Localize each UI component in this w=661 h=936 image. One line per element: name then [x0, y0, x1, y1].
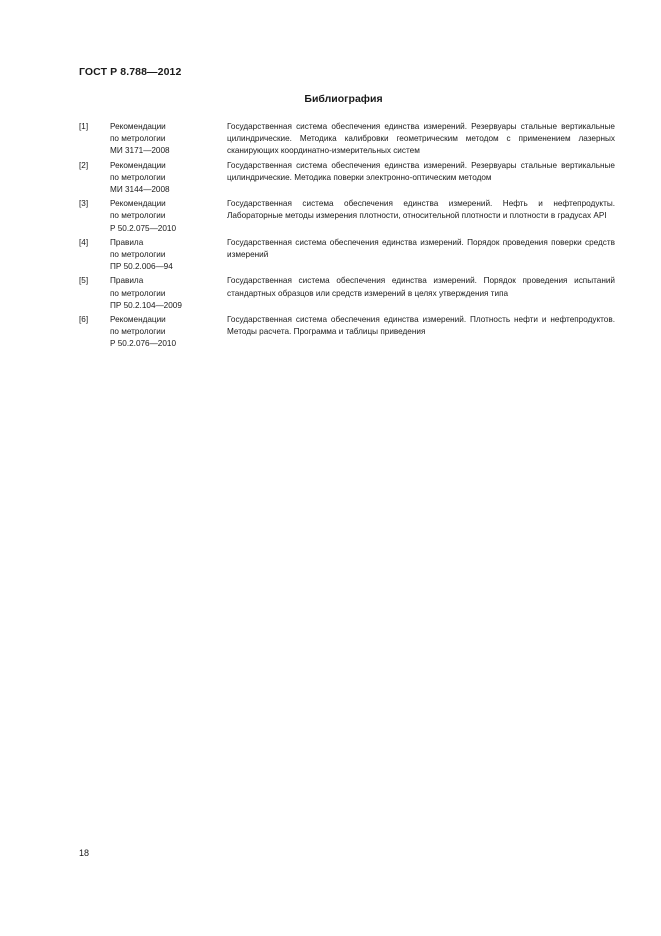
source-line: Р 50.2.075—2010: [110, 223, 177, 233]
entry-number: [2]: [79, 160, 89, 170]
entry-number: [3]: [79, 199, 89, 209]
source-line: Рекомендации: [110, 199, 166, 209]
entry-title: Государственная система обеспечения единства измерений. Порядок проведения испытаний стандартных образцов или средств измерений в целях утверждения типа: [227, 276, 615, 298]
source-line: по метрологии: [110, 134, 166, 144]
entry-title: Государственная система обеспечения единства измерений. Резервуары стальные вертикальные цилиндрические. Методика калибровки геометрическим методом с применением лазерных сканирующих координатно-измерительных систем: [227, 122, 615, 156]
source-line: Рекомендации: [110, 122, 166, 131]
source-line: МИ 3144—2008: [110, 185, 170, 195]
entry-number: [5]: [79, 276, 89, 286]
bibliography-entry: [79, 198, 615, 235]
entry-source: [110, 121, 227, 158]
source-line: ПР 50.2.104—2009: [110, 300, 182, 310]
entry-title: Государственная система обеспечения единства измерений. Плотность нефти и нефтепродуктов. Методы расчета. Программа и таблицы приведения: [227, 315, 615, 337]
entry-source: [110, 198, 227, 235]
entry-title: Государственная система обеспечения единства измерений. Резервуары стальные вертикальные цилиндрические. Методика поверки электронно-оптическим методом: [227, 160, 615, 182]
source-line: МИ 3171—2008: [110, 146, 170, 156]
entry-number: [1]: [79, 122, 89, 131]
bibliography-list: [79, 121, 615, 353]
entry-source: [110, 237, 227, 274]
bibliography-entry: [79, 237, 615, 274]
bibliography-entry: [79, 121, 615, 158]
source-line: по метрологии: [110, 250, 166, 260]
source-line: Р 50.2.076—2010: [110, 339, 177, 349]
source-line: ПР 50.2.006—94: [110, 262, 173, 272]
source-line: по метрологии: [110, 327, 166, 337]
source-line: по метрологии: [110, 211, 166, 221]
bibliography-entry: [79, 314, 615, 351]
source-line: по метрологии: [110, 288, 166, 298]
entry-title: Государственная система обеспечения единства измерений. Порядок проведения поверки средств измерений: [227, 237, 615, 260]
bibliography-entry: [79, 275, 615, 312]
source-line: Рекомендации: [110, 315, 166, 325]
entry-source: [110, 275, 227, 312]
page-number: 18: [79, 848, 90, 858]
entry-source: [110, 160, 227, 197]
source-line: Правила: [110, 237, 144, 247]
source-line: по метрологии: [110, 172, 166, 182]
source-line: Рекомендации: [110, 160, 166, 170]
entry-number: [4]: [79, 237, 89, 247]
bibliography-title: Библиография: [304, 93, 383, 105]
entry-number: [6]: [79, 315, 89, 325]
entry-title: Государственная система обеспечения единства измерений. Нефть и нефтепродукты. Лабораторные методы измерения плотности, относительной плотности и плотности в градусах API: [227, 199, 615, 221]
entry-source: [110, 314, 227, 351]
bibliography-entry: [79, 160, 615, 197]
source-line: Правила: [110, 276, 144, 286]
document-code: ГОСТ Р 8.788—2012: [79, 66, 182, 78]
